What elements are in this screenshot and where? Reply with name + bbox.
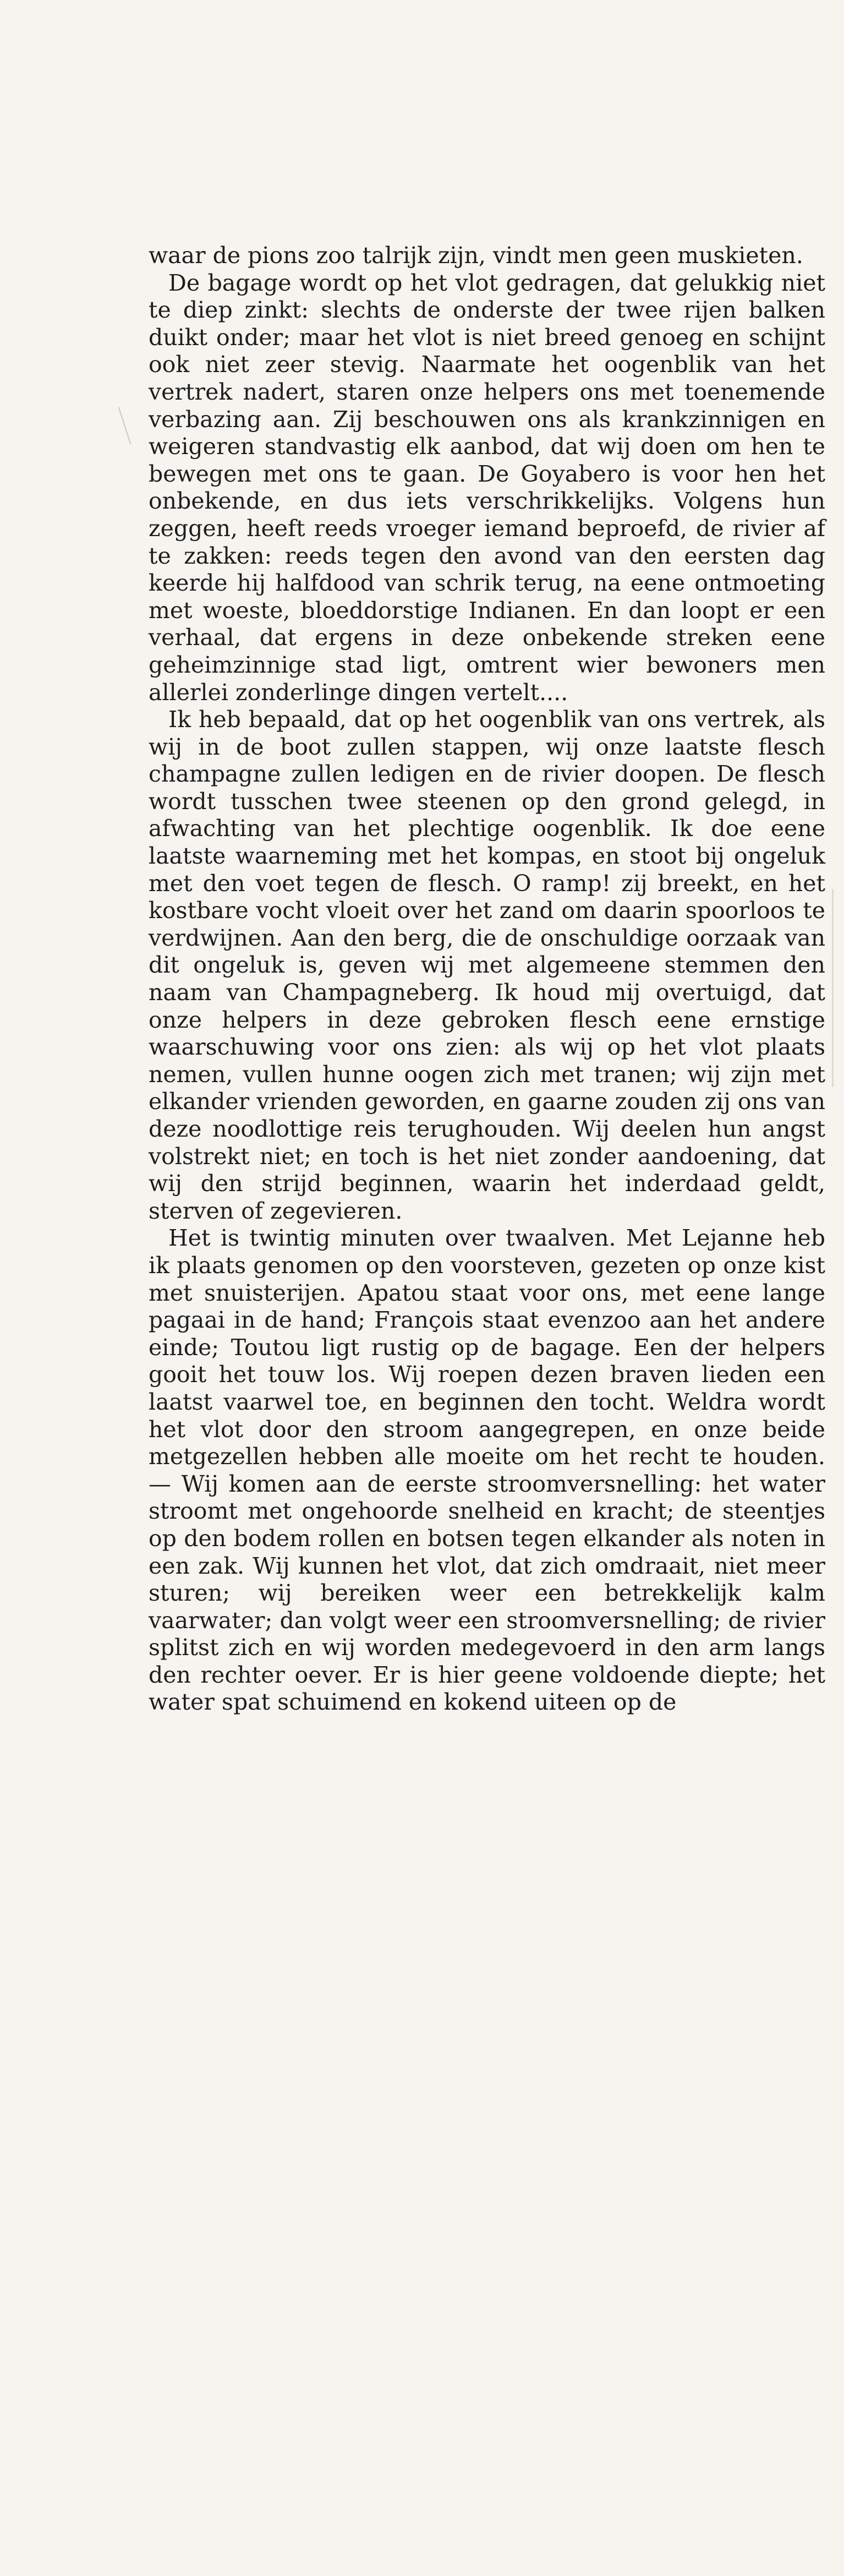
margin-scratch	[118, 403, 142, 444]
page-edge-shadow	[832, 889, 834, 1087]
body-text	[149, 242, 825, 1716]
paragraph-4: Het is twintig minuten over twaalven. Met Lejanne heb ik plaats genomen op den voorsteven, gezeten op onze kist met snuisterijen. Apatou staat voor ons, met eene lange pagaai in de hand; François staat evenzoo aan het andere einde; Toutou ligt rustig op de bagage. Een der helpers gooit het touw los. Wij roepen dezen braven lieden een laatst vaarwel toe, en beginnen den tocht. Weldra wordt het vlot door den stroom aangegrepen, en onze beide metgezellen hebben alle moeite om het recht te houden. — Wij komen aan de eerste stroomversnelling: het water stroomt met ongehoorde snelheid en kracht; de steentjes op den bodem rollen en botsen tegen elkander als noten in een zak. Wij kunnen het vlot, dat zich omdraait, niet meer sturen; wij bereiken weer een betrekkelijk kalm vaarwater; dan volgt weer een stroomversnelling; de rivier splitst zich en wij worden medegevoerd in den arm langs den rechter oever. Er is hier geene voldoende diepte; het water spat schuimend en kokend uiteen op de	[149, 1225, 825, 1716]
paragraph-3: Ik heb bepaald, dat op het oogenblik van ons vertrek, als wij in de boot zullen stappen, wij onze laatste flesch champagne zullen ledigen en de rivier doopen. De flesch wordt tusschen twee steenen op den grond gelegd, in afwachting van het plechtige oogenblik. Ik doe eene laatste waarneming met het kompas, en stoot bij ongeluk met den voet tegen de flesch. O ramp! zij breekt, en het kostbare vocht vloeit over het zand om daarin spoorloos te verdwijnen. Aan den berg, die de onschuldige oorzaak van dit ongeluk is, geven wij met algemeene stemmen den naam van Champagneberg. Ik houd mij overtuigd, dat onze helpers in deze gebroken flesch eene ernstige waarschuwing voor ons zien: als wij op het vlot plaats nemen, vullen hunne oogen zich met tranen; wij zijn met elkander vrienden geworden, en gaarne zouden zij ons van deze noodlottige reis terughouden. Wij deelen hun angst volstrekt niet; en toch is het niet zonder aandoening, dat wij den strijd beginnen, waarin het inderdaad geldt, sterven of zegevieren.	[149, 706, 825, 1224]
paragraph-2: De bagage wordt op het vlot gedragen, dat gelukkig niet te diep zinkt: slechts de onderste der twee rijen balken duikt onder; maar het vlot is niet breed genoeg en schijnt ook niet zeer stevig. Naarmate het oogenblik van het vertrek nadert, staren onze helpers ons met toenemende verbazing aan. Zij beschouwen ons als krankzinnigen en weigeren standvastig elk aanbod, dat wij doen om hen te bewegen met ons te gaan. De Goyabero is voor hen het onbekende, en dus iets verschrikkelijks. Volgens hun zeggen, heeft reeds vroeger iemand beproefd, de rivier af te zakken: reeds tegen den avond van den eersten dag keerde hij halfdood van schrik terug, na eene ontmoeting met woeste, bloeddorstige Indianen. En dan loopt er een verhaal, dat ergens in deze onbekende streken eene geheimzinnige stad ligt, omtrent wier bewoners men allerlei zonderlinge dingen vertelt....	[149, 269, 825, 706]
paragraph-1: waar de pions zoo talrijk zijn, vindt men geen muskieten.	[149, 242, 803, 269]
